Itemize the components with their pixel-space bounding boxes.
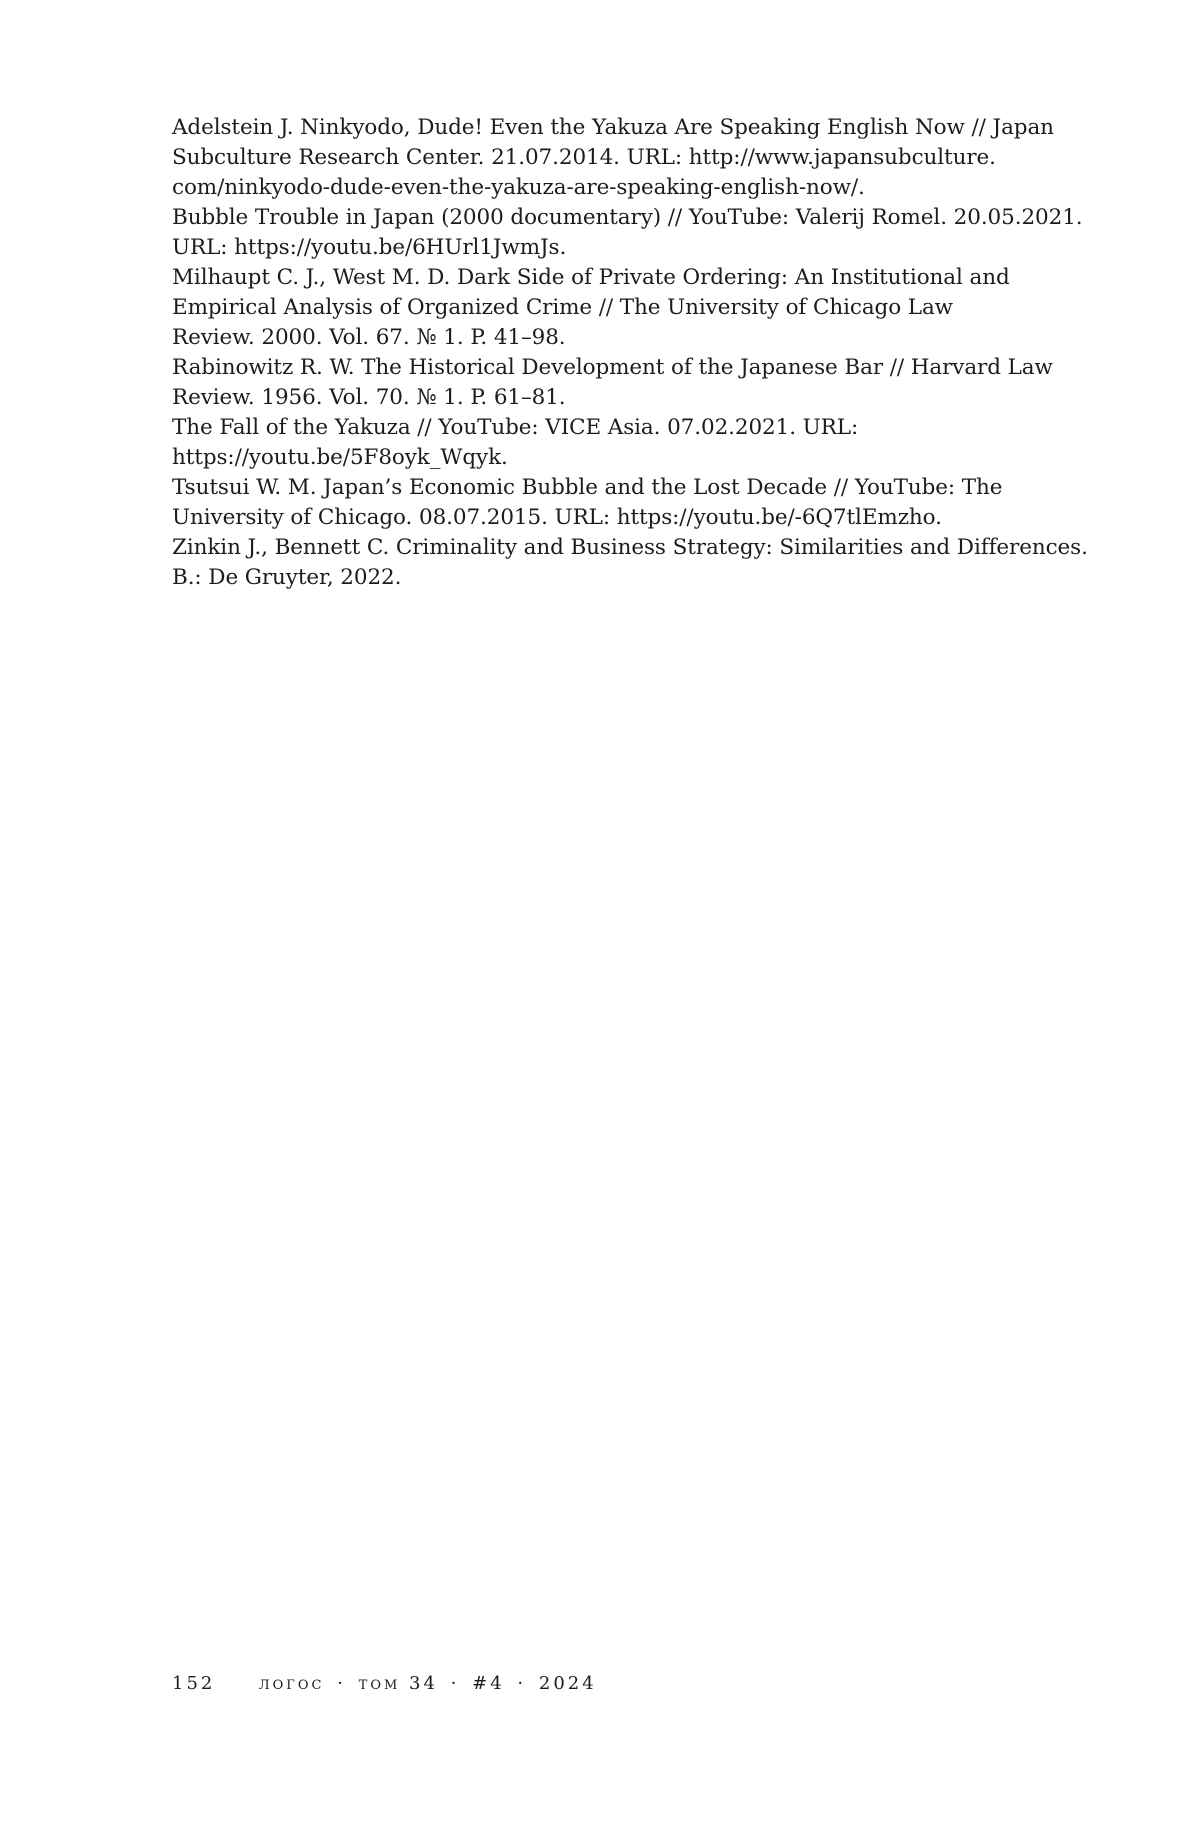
reference-line: Milhaupt C. J., West M. D. Dark Side of Private Ordering: An Institutional and — [172, 265, 1010, 290]
reference-line: Empirical Analysis of Organized Crime // The University of Chicago Law — [172, 295, 953, 320]
journal-name: логос — [258, 1673, 325, 1694]
reference-line: University of Chicago. 08.07.2015. URL: https://youtu.be/-6Q7tlEmzho. — [172, 505, 942, 530]
reference-line: B.: De Gruyter, 2022. — [172, 565, 402, 590]
reference-line: Review. 2000. Vol. 67. № 1. P. 41–98. — [172, 325, 566, 350]
reference-line: Adelstein J. Ninkyodo, Dude! Even the Yakuza Are Speaking English Now // Japan — [172, 115, 1054, 140]
volume-label: том 34 — [358, 1673, 438, 1694]
page-footer — [172, 1672, 597, 1696]
reference-list — [172, 113, 1088, 593]
reference-line: Review. 1956. Vol. 70. № 1. P. 61–81. — [172, 385, 566, 410]
reference-line: Subculture Research Center. 21.07.2014. URL: http://www.japansubculture. — [172, 145, 996, 170]
page-number: 152 — [172, 1673, 216, 1694]
reference-entry — [172, 353, 1072, 413]
reference-entry — [172, 413, 1072, 473]
reference-line: com/ninkyodo-dude-even-the-yakuza-are-speaking-english-now/. — [172, 175, 865, 200]
footer-separator: · — [337, 1673, 346, 1694]
reference-line: Zinkin J., Bennett C. Criminality and Business Strategy: Similarities and Differences. — [172, 535, 1088, 560]
reference-line: https://youtu.be/5F8oyk_Wqyk. — [172, 445, 508, 470]
year-label: 2024 — [538, 1673, 597, 1694]
reference-line: Tsutsui W. M. Japan’s Economic Bubble and the Lost Decade // YouTube: The — [172, 475, 1003, 500]
reference-line: URL: https://youtu.be/6HUrl1JwmJs. — [172, 235, 567, 260]
reference-line: The Fall of the Yakuza // YouTube: VICE Asia. 07.02.2021. URL: — [172, 415, 859, 440]
footer-separator: · — [450, 1673, 460, 1694]
reference-line: Rabinowitz R. W. The Historical Development of the Japanese Bar // Harvard Law — [172, 355, 1053, 380]
reference-entry — [172, 533, 1088, 593]
issue-label: #4 — [472, 1673, 505, 1694]
reference-entry — [172, 263, 1072, 353]
reference-entry — [172, 473, 1072, 533]
reference-line: Bubble Trouble in Japan (2000 documentary) // YouTube: Valerij Romel. 20.05.2021. — [172, 205, 1083, 230]
footer-separator: · — [517, 1673, 527, 1694]
reference-entry — [172, 113, 1072, 203]
running-footer — [259, 1673, 597, 1694]
reference-entry — [172, 203, 1083, 263]
